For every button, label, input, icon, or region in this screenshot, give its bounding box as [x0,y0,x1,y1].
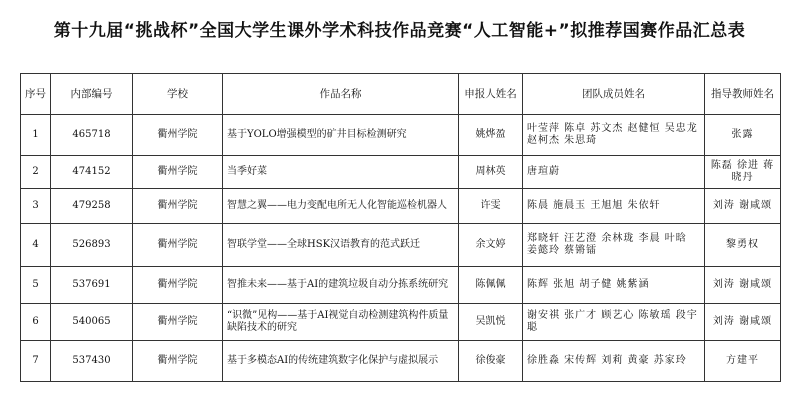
cell-work: 基于多模态AI的传统建筑数字化保护与虚拟展示 [223,341,459,382]
cell-advisor: 刘涛 谢咸颂 [705,189,781,224]
cell-seq: 2 [21,156,51,189]
cell-applicant: 吴凯悦 [459,304,523,341]
header-school: 学校 [133,74,223,115]
cell-school: 衢州学院 [133,267,223,304]
cell-code: 537430 [51,341,133,382]
header-advisor: 指导教师姓名 [705,74,781,115]
cell-school: 衢州学院 [133,189,223,224]
cell-work: 基于YOLO增强模型的矿井目标检测研究 [223,115,459,156]
cell-team: 唐瑄蔚 [523,156,705,189]
cell-applicant: 周林英 [459,156,523,189]
cell-code: 479258 [51,189,133,224]
cell-work: “识微”见构——基于AI视觉自动检测建筑构件质量缺陷技术的研究 [223,304,459,341]
table-body [21,115,781,382]
cell-seq: 3 [21,189,51,224]
cell-school: 衢州学院 [133,115,223,156]
cell-school: 衢州学院 [133,156,223,189]
cell-work: 智联学堂——全球HSK汉语教育的范式跃迁 [223,224,459,267]
cell-code: 465718 [51,115,133,156]
table-row [21,267,781,304]
cell-school: 衢州学院 [133,304,223,341]
cell-applicant: 姚烨盈 [459,115,523,156]
cell-seq: 1 [21,115,51,156]
header-row [21,74,781,115]
table-row [21,341,781,382]
cell-advisor: 张露 [705,115,781,156]
cell-code: 474152 [51,156,133,189]
header-work: 作品名称 [223,74,459,115]
cell-team: 谢安祺 张广才 顾艺心 陈敏瑶 段宇聪 [523,304,705,341]
cell-work: 智慧之翼——电力变配电所无人化智能巡检机器人 [223,189,459,224]
cell-applicant: 陈佩佩 [459,267,523,304]
cell-team: 叶莹萍 陈卓 苏文杰 赵健恒 吴忠龙 赵柯杰 朱思琦 [523,115,705,156]
cell-advisor: 陈磊 徐进 蒋晓丹 [705,156,781,189]
cell-applicant: 余文婷 [459,224,523,267]
cell-applicant: 许雯 [459,189,523,224]
table-row [21,156,781,189]
page-title: 第十九届“挑战杯”全国大学生课外学术科技作品竞赛“人工智能+”拟推荐国赛作品汇总表 [53,21,746,41]
table-row [21,115,781,156]
header-team: 团队成员姓名 [523,74,705,115]
cell-applicant: 徐俊豪 [459,341,523,382]
table-row [21,304,781,341]
cell-school: 衢州学院 [133,224,223,267]
header-seq: 序号 [21,74,51,115]
cell-team: 徐胜淼 宋传辉 刘莉 黄豪 苏家玲 [523,341,705,382]
cell-seq: 7 [21,341,51,382]
cell-work: 智推未来——基于AI的建筑垃圾自动分拣系统研究 [223,267,459,304]
cell-code: 540065 [51,304,133,341]
table-row [21,224,781,267]
cell-team: 陈辉 张旭 胡子健 姚紫涵 [523,267,705,304]
table-header [21,74,781,115]
header-applicant: 申报人姓名 [459,74,523,115]
cell-team: 陈晨 施晨玉 王旭旭 朱依轩 [523,189,705,224]
cell-seq: 5 [21,267,51,304]
cell-team: 郑晓轩 汪艺澄 余林珑 李晨 叶晗 姜懿玲 蔡锵镭 [523,224,705,267]
cell-advisor: 黎勇权 [705,224,781,267]
table-row [21,189,781,224]
cell-seq: 4 [21,224,51,267]
cell-code: 537691 [51,267,133,304]
summary-table [20,73,781,382]
cell-code: 526893 [51,224,133,267]
cell-school: 衢州学院 [133,341,223,382]
cell-seq: 6 [21,304,51,341]
cell-advisor: 方建平 [705,341,781,382]
cell-advisor: 刘涛 谢咸颂 [705,267,781,304]
cell-advisor: 刘涛 谢咸颂 [705,304,781,341]
cell-work: 当季好菜 [223,156,459,189]
header-code: 内部编号 [51,74,133,115]
